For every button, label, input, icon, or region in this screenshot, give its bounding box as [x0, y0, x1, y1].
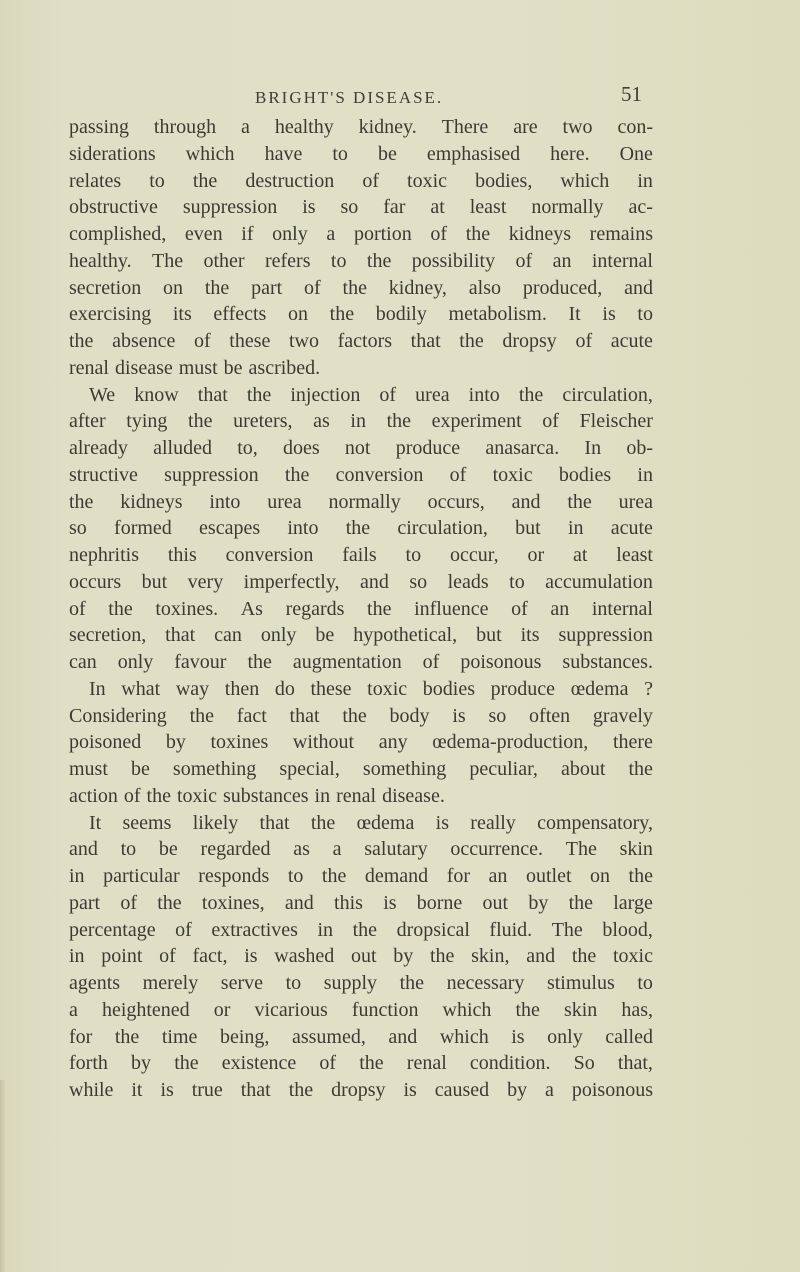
text-line: relates to the destruction of toxic bodies, which in [69, 169, 653, 192]
text-line: of the toxines. As regards the influence of an internal [69, 597, 653, 620]
text-line: and to be regarded as a salutary occurrence. The skin [69, 838, 653, 861]
text-line: nephritis this conversion fails to occur, or at least [69, 544, 653, 566]
body-text [69, 114, 653, 1104]
text-line: the absence of these two factors that the dropsy of acute [69, 330, 653, 352]
text-line: part of the toxines, and this is borne out by the large [69, 891, 653, 914]
text-line: obstructive suppression is so far at least normally ac- [69, 196, 653, 219]
text-line: secretion, that can only be hypothetical, but its suppression [69, 624, 653, 647]
text-line: forth by the existence of the renal condition. So that, [69, 1052, 653, 1075]
text-line: It seems likely that the œdema is really compensatory, [89, 811, 653, 834]
text-line: healthy. The other refers to the possibility of an internal [69, 249, 653, 272]
text-line: can only favour the augmentation of poisonous substances. [69, 651, 653, 673]
text-line: In what way then do these toxic bodies produce œdema ? [89, 677, 653, 700]
text-line: occurs but very imperfectly, and so leads to accumulation [69, 570, 653, 593]
text-line: after tying the ureters, as in the experiment of Fleischer [69, 410, 653, 433]
text-line: a heightened or vicarious function which the skin has, [69, 998, 653, 1021]
text-line: in point of fact, is washed out by the skin, and the toxic [69, 945, 653, 968]
running-head: BRIGHT'S DISEASE. [255, 88, 444, 107]
text-line: structive suppression the conversion of toxic bodies in [69, 463, 653, 486]
text-line: the kidneys into urea normally occurs, and the urea [69, 490, 653, 513]
text-line: passing through a healthy kidney. There are two con- [69, 116, 653, 138]
text-line: poisoned by toxines without any œdema-production, there [69, 731, 653, 754]
text-line: so formed escapes into the circulation, but in acute [69, 517, 653, 540]
page-number: 51 [621, 82, 642, 106]
text-line: siderations which have to be emphasised here. One [69, 142, 653, 165]
text-line: exercising its effects on the bodily metabolism. It is to [69, 303, 653, 326]
text-line: complished, even if only a portion of the kidneys remains [69, 223, 653, 245]
text-line: We know that the injection of urea into the circulation, [89, 383, 653, 406]
text-line: renal disease must be ascribed. [69, 356, 321, 379]
text-line: in particular responds to the demand for an outlet on the [69, 865, 653, 887]
text-line: already alluded to, does not produce anasarca. In ob- [69, 437, 653, 459]
text-line: Considering the fact that the body is so often gravely [69, 704, 653, 727]
text-line: must be something special, something peculiar, about the [69, 758, 653, 780]
text-line: percentage of extractives in the dropsical fluid. The blood, [69, 918, 653, 941]
text-line: action of the toxic substances in renal disease. [69, 784, 445, 807]
text-line: secretion on the part of the kidney, also produced, and [69, 276, 653, 299]
text-line: for the time being, assumed, and which is only called [69, 1025, 653, 1048]
page-edge [0, 1080, 5, 1272]
text-line: while it is true that the dropsy is caused by a poisonous [69, 1079, 653, 1101]
text-line: agents merely serve to supply the necessary stimulus to [69, 972, 653, 994]
